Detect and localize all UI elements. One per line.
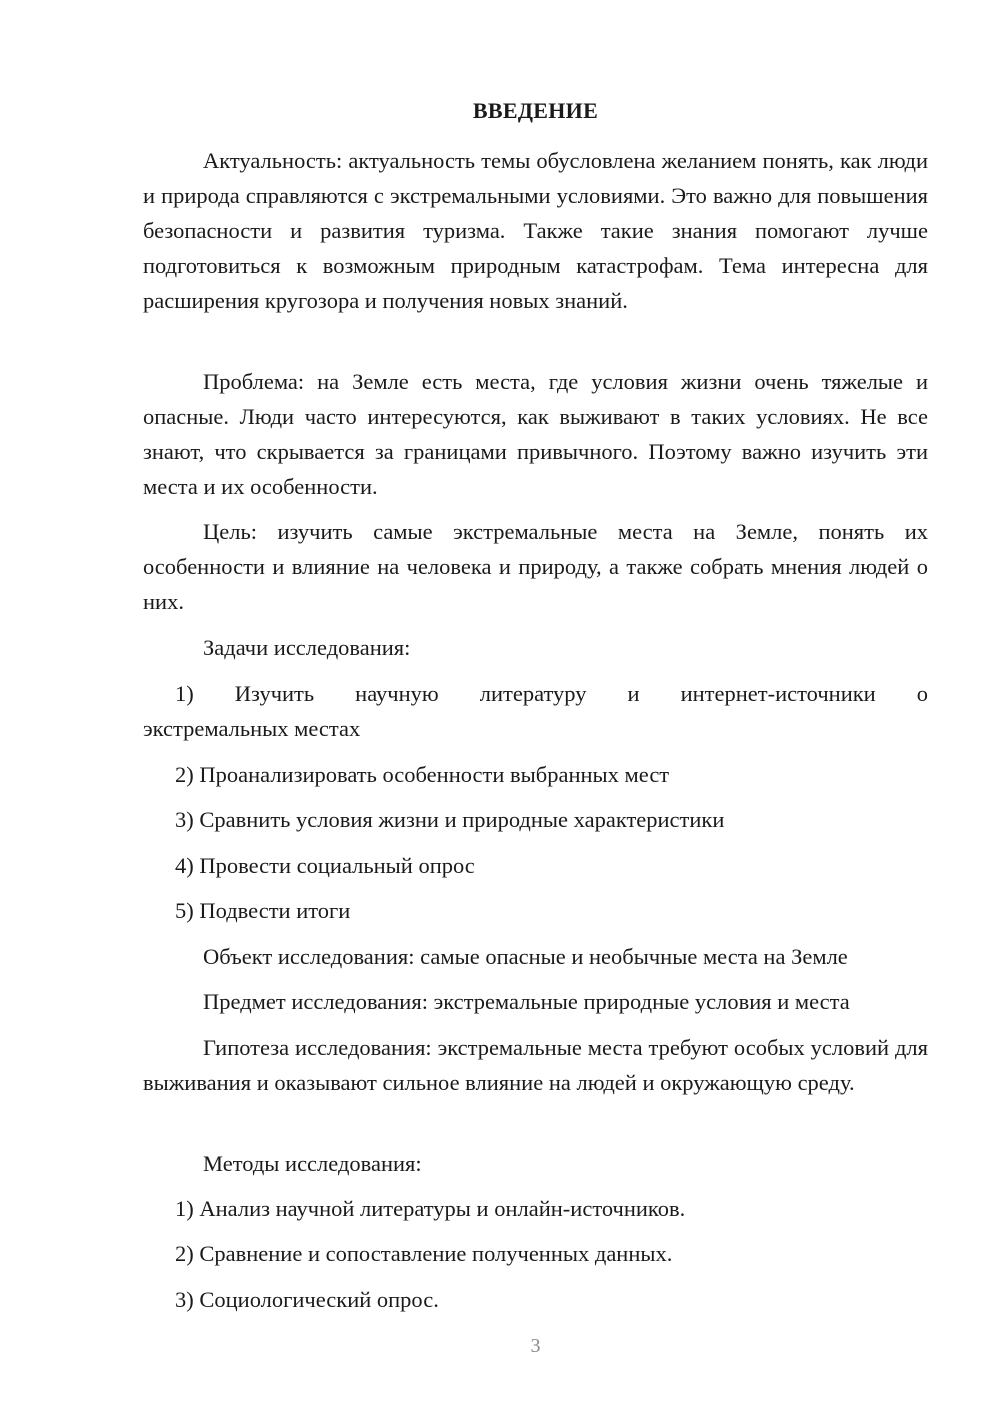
task-item-4: 4) Провести социальный опрос (175, 853, 475, 878)
tasks-title: Задачи исследования: (203, 635, 411, 660)
task-item-1 (143, 676, 928, 746)
section-heading: ВВЕДЕНИЕ (472, 98, 599, 123)
method-item-1: 1) Анализ научной литературы и онлайн-источников. (175, 1196, 686, 1221)
problem-paragraph: Проблема: на Земле есть места, где условия жизни очень тяжелые и опасные. Люди часто интересуются, как выживают в таких условиях. Не все знают, что скрывается за границами привычного. Поэтому важно изучить эти места и их особенности. (143, 369, 928, 499)
task-item-1-line-2: экстремальных местах (143, 716, 361, 741)
subject-paragraph: Предмет исследования: экстремальные природные условия и места (203, 989, 850, 1014)
methods-title: Методы исследования: (203, 1151, 422, 1176)
task-item-3: 3) Сравнить условия жизни и природные характеристики (175, 807, 725, 832)
page-number: 3 (530, 1335, 541, 1357)
task-item-1-line-1: 1) Изучить научную литературу и интернет-источники о (175, 681, 928, 706)
method-item-3: 3) Социологический опрос. (175, 1287, 439, 1312)
method-item-2: 2) Сравнение и сопоставление полученных данных. (175, 1241, 673, 1266)
actuality-paragraph: Актуальность: актуальность темы обусловлена желанием понять, как люди и природа справляются с экстремальными условиями. Это важно для повышения безопасности и развития туризма. Также такие знания помогают лучше подготовиться к возможным природным катастрофам. Тема интересна для расширения кругозора и получения новых знаний. (143, 148, 928, 313)
goal-paragraph: Цель: изучить самые экстремальные места на Земле, понять их особенности и влияние на человека и природу, а также собрать мнения людей о них. (143, 519, 928, 614)
hypothesis-paragraph: Гипотеза исследования: экстремальные места требуют особых условий для выживания и оказывают сильное влияние на людей и окружающую среду. (143, 1035, 928, 1095)
task-item-5: 5) Подвести итоги (175, 898, 351, 923)
object-paragraph: Объект исследования: самые опасные и необычные места на Земле (203, 944, 848, 969)
task-item-2: 2) Проанализировать особенности выбранных мест (175, 762, 670, 787)
